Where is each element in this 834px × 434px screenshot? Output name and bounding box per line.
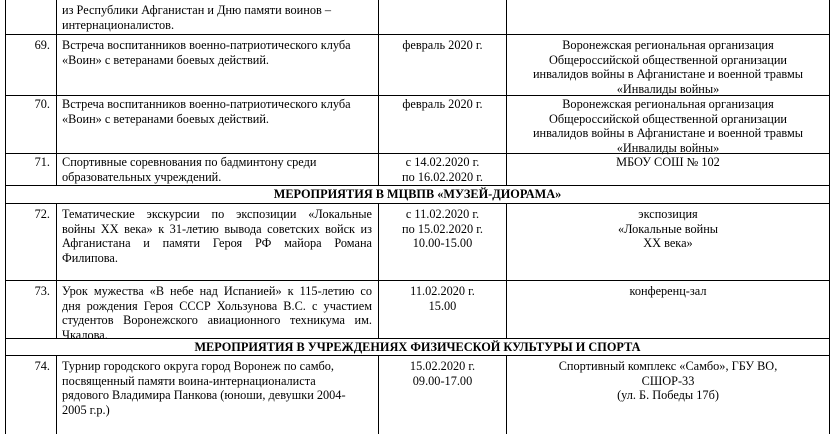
text-line: «Инвалиды войны» <box>616 140 720 155</box>
date-cell: февраль 2020 г. <box>402 38 483 52</box>
text-line: Турнир городского округа город Воронеж по самбо, <box>62 359 334 373</box>
date-cell <box>379 359 506 388</box>
date-cell <box>379 155 506 184</box>
text-line: Урок мужества «В небе над Испанией» к 115-летию со <box>62 284 372 298</box>
text-line: 15.02.2020 г. <box>409 359 476 373</box>
text-line: (ул. Б. Победы 17б) <box>617 388 719 402</box>
text-line: с 11.02.2020 г. <box>405 207 480 221</box>
activity-cell <box>62 284 372 342</box>
text-line: Филипова. <box>62 250 118 265</box>
column-divider-number <box>56 0 57 185</box>
place-cell <box>507 359 829 403</box>
text-line: инвалидов войны в Афганистане и военной травмы <box>532 67 804 81</box>
activity-cell <box>62 155 316 184</box>
text-line: рядового Владимира Панкова (юноши, девушки 2004- <box>62 388 346 402</box>
text-line: «Инвалиды войны» <box>616 81 720 96</box>
table-border-right <box>829 0 830 434</box>
table-border-left <box>5 0 6 434</box>
text-line: Тематические экскурсии по экспозиции «Локальные <box>62 207 372 221</box>
text-line: Спортивный комплекс «Самбо», ГБУ ВО, <box>558 359 778 373</box>
section-header-museum: МЕРОПРИЯТИЯ В МЦВПВ «МУЗЕЙ-ДИОРАМА» <box>273 187 562 201</box>
row-number: 69. <box>34 38 50 52</box>
place-cell: МБОУ СОШ № 102 <box>616 155 720 169</box>
place-cell <box>507 97 829 155</box>
place-cell <box>507 38 829 96</box>
column-divider-number <box>56 203 57 338</box>
text-line: 15.00 <box>428 298 457 313</box>
text-line: с 14.02.2020 г. <box>405 155 480 169</box>
text-line: Спортивные соревнования по бадминтону среди <box>62 155 317 169</box>
text-line: Чкалова. <box>62 327 108 342</box>
text-line: инвалидов войны в Афганистане и военной травмы <box>532 126 804 140</box>
section-header-sport: МЕРОПРИЯТИЯ В УЧРЕЖДЕНИЯХ ФИЗИЧЕСКОЙ КУЛЬТУРЫ И СПОРТА <box>194 340 641 354</box>
text-line: Воронежская региональная организация <box>562 38 774 52</box>
row-number: 71. <box>34 155 50 169</box>
text-line: экспозиция <box>638 207 698 221</box>
text-line: Общероссийской общественной организации <box>549 111 787 126</box>
row-divider <box>5 280 830 281</box>
activity-cell <box>62 207 372 265</box>
text-line: 2005 г.р.) <box>62 402 110 417</box>
date-cell <box>379 284 506 313</box>
row-divider <box>5 355 830 356</box>
text-line: Афганистана и памяти Героя РФ майора Романа <box>62 236 372 250</box>
text-line: из Республики Афганистан и Дню памяти воинов – <box>62 3 332 17</box>
date-cell <box>379 207 506 251</box>
place-cell <box>507 207 829 251</box>
text-line: «Воин» с ветеранами боевых действий. <box>62 111 269 126</box>
row-divider <box>5 203 830 204</box>
row-divider <box>5 185 830 186</box>
text-line: Воронежская региональная организация <box>562 97 774 111</box>
row-number: 74. <box>34 359 50 373</box>
text-line: Общероссийской общественной организации <box>549 52 787 67</box>
text-line: СШОР-33 <box>641 373 695 388</box>
text-line: студентов Воронежского авиационного техникума им. <box>62 313 372 327</box>
activity-cell <box>62 359 346 417</box>
activity-cell <box>62 38 351 67</box>
row-number: 73. <box>34 284 50 298</box>
text-line: дня рождения Героя СССР Хользунова В.С. с участием <box>62 298 372 313</box>
text-line: образовательных учреждений. <box>62 169 222 184</box>
text-line: интернационалистов. <box>62 17 175 32</box>
text-line: «Локальные войны <box>617 221 719 236</box>
text-line: XX века» <box>643 236 693 250</box>
text-line: посвященный памяти воина-интернационалиста <box>62 373 316 388</box>
activity-cell <box>62 3 331 32</box>
text-line: Встреча воспитанников военно-патриотического клуба <box>62 38 351 52</box>
text-line: 09.00-17.00 <box>412 373 473 388</box>
row-number: 72. <box>34 207 50 221</box>
activity-cell <box>62 97 351 126</box>
date-cell: февраль 2020 г. <box>402 97 483 111</box>
text-line: Встреча воспитанников военно-патриотического клуба <box>62 97 351 111</box>
text-line: 10.00-15.00 <box>412 236 473 250</box>
text-line: по 15.02.2020 г. <box>402 221 483 236</box>
row-number: 70. <box>34 97 50 111</box>
column-divider-number <box>56 355 57 434</box>
row-divider <box>5 34 830 35</box>
text-line: по 16.02.2020 г. <box>402 169 483 184</box>
place-cell: конференц-зал <box>629 284 707 298</box>
text-line: войны XX века» к 31-летию вывода советских войск из <box>62 221 372 236</box>
text-line: «Воин» с ветеранами боевых действий. <box>62 52 269 67</box>
text-line: 11.02.2020 г. <box>410 284 475 298</box>
